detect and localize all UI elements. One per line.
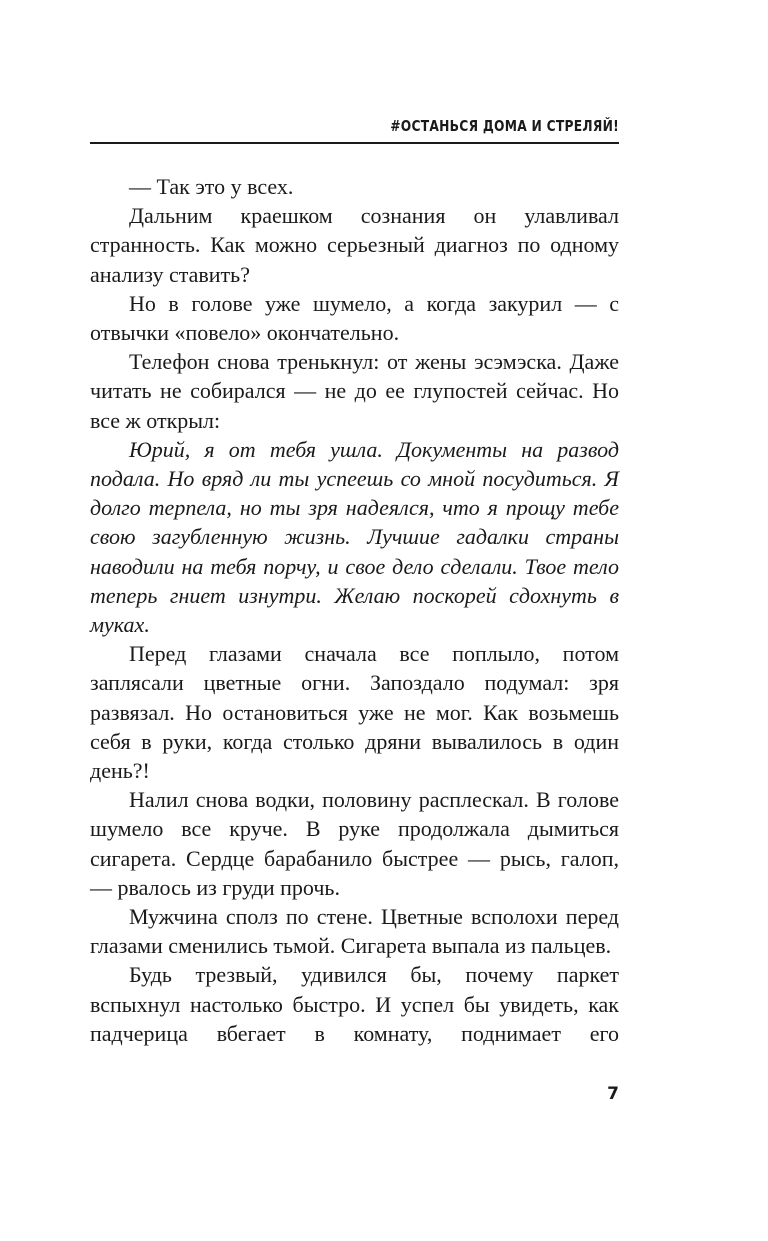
- paragraph: Дальним краешком сознания он улавливал странность. Как можно серьезный диагноз по одному анализу ставить?: [90, 203, 619, 287]
- body-text: [90, 172, 619, 1048]
- paragraph-sms-message: Юрий, я от тебя ушла. Документы на развод подала. Но вряд ли ты успеешь со мной посудиться. Я долго терпела, но ты зря надеялся, что я прощу тебе свою загубленную жизнь. Лучшие гадалки страны наводили на тебя порчу, и свое дело сделали. Твое тело теперь гниет изнутри. Желаю поскорей сдохнуть в муках.: [90, 436, 619, 638]
- header-divider: [90, 142, 619, 144]
- paragraph: Мужчина сполз по стене. Цветные всполохи перед глазами сменились тьмой. Сигарета выпала из пальцев.: [90, 904, 619, 959]
- paragraph: Но в голове уже шумело, а когда закурил — с отвычки «повело» окончательно.: [90, 290, 619, 346]
- paragraph: Перед глазами сначала все поплыло, потом заплясали цветные огни. Запоздало подумал: зря развязал. Но остановиться уже не мог. Как возьмешь себя в руки, когда столько дряни вывалилось в один день?!: [90, 641, 619, 784]
- paragraph: Будь трезвый, удивился бы, почему паркет вспыхнул настолько быстро. И успел бы увидеть, как падчерица вбегает в комнату, поднимает его: [90, 962, 619, 1046]
- paragraph: Налил снова водки, половину расплескал. В голове шумело все круче. В руке продолжала дымиться сигарета. Сердце барабанило быстрее — рысь, галоп, — рвалось из груди прочь.: [90, 787, 619, 900]
- paragraph-dialogue: — Так это у всех.: [129, 174, 294, 199]
- page-number: 7: [607, 1084, 619, 1104]
- running-header-title: #ОСТАНЬСЯ ДОМА И СТРЕЛЯЙ!: [390, 117, 619, 135]
- paragraph: Телефон снова тренькнул: от жены эсэмэска. Даже читать не собирался — не до ее глупостей сейчас. Но все ж открыл:: [90, 349, 619, 433]
